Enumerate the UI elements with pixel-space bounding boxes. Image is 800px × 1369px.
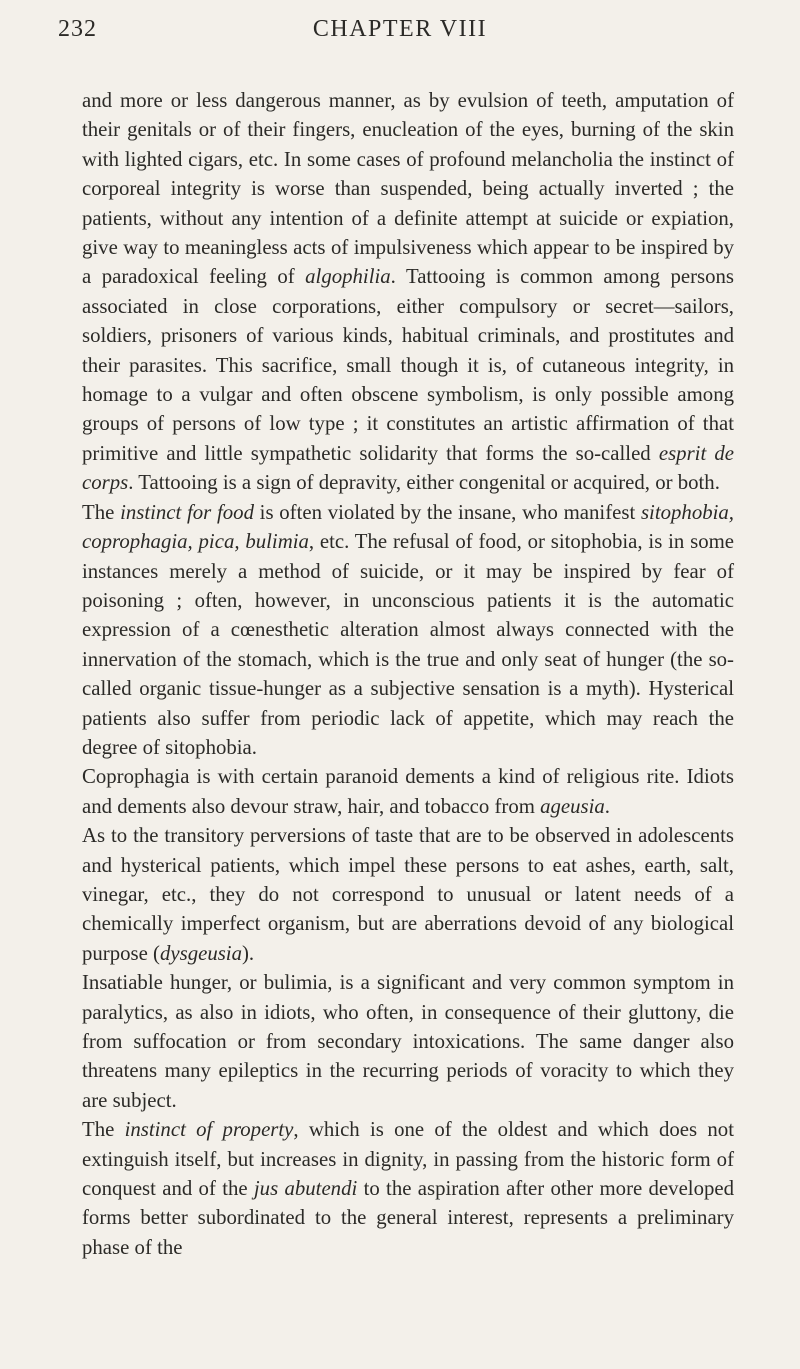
italic-term: jus abutendi — [253, 1177, 358, 1201]
paragraph-coprophagia — [82, 762, 734, 821]
text-run: Coprophagia is with certain paranoid dements a kind of religious rite. Idiots and dements also devour straw, hair, and tobacco from — [82, 765, 734, 818]
paragraph-bulimia — [82, 968, 734, 1115]
text-run: The — [82, 1118, 125, 1142]
text-run: . — [604, 794, 610, 818]
text-run: . Tattooing is common among persons associated in close corporations, either compulsory or secret—sailors, soldiers, prisoners of various kinds, habitual criminals, and prostitutes and their parasites. This sacrifice, small though it is, of cutaneous integrity, in homage to a vulgar and often obscene symbolism, is only possible among groups of persons of low type ; it constitutes an artistic affirmation of that primitive and little sympathetic solidarity that forms the so-called — [82, 265, 734, 465]
italic-term: instinct of property — [124, 1118, 294, 1142]
text-run: The — [82, 500, 121, 524]
text-run: Insatiable hunger, or bulimia, is a significant and very common symptom in paralytics, as also in idiots, who often, in consequence of their gluttony, die from suffocation or from secondary intoxications. The same danger also threatens many epileptics in the recurring periods of voracity to which they are subject. — [82, 971, 734, 1112]
italic-term: algophilia — [305, 265, 391, 289]
italic-term: instinct for food — [120, 500, 254, 524]
text-run: , etc. The refusal of food, or sitophobia, is in some instances merely a method of suicide, or it may be inspired by fear of poisoning ; often, however, in unconscious patients it is the automatic expression of a cœnesthetic alteration almost always connected with the innervation of the stomach, which is the true and only seat of hunger (the so-called organic tissue-hunger as a subjective sensation is a myth). Hysterical patients also suffer from periodic lack of appetite, which may reach the degree of sitophobia. — [82, 530, 734, 759]
paragraph-instinct-for-food — [82, 498, 734, 763]
paragraph-perversions-of-taste — [82, 821, 734, 968]
italic-term: dysgeusia — [159, 941, 242, 965]
text-run: As to the transitory perversions of taste that are to be observed in adolescents and hysterical patients, which impel these persons to eat ashes, earth, salt, vinegar, etc., they do not correspond to unusual or latent needs of a chemically imperfect organism, but are aberrations devoid of any biological purpose ( — [82, 824, 734, 965]
page-number: 232 — [58, 16, 97, 42]
chapter-title: CHAPTER VIII — [312, 16, 488, 42]
italic-term: ageusia — [540, 794, 605, 818]
text-run: ). — [242, 941, 255, 965]
text-run: . Tattooing is a sign of depravity, either congenital or acquired, or both. — [128, 471, 720, 495]
italic-term: esprit de corps — [82, 441, 734, 495]
text-run: , which is one of the oldest and which does not extinguish itself, but increases in dignity, in passing from the historic form of conquest and of the — [82, 1118, 734, 1201]
text-run: to the aspiration after other more developed forms better subordinated to the general interest, represents a preliminary phase of the — [82, 1177, 734, 1259]
body-text — [82, 86, 734, 1262]
paragraph-instinct-of-property — [82, 1115, 734, 1262]
text-run: is often violated by the insane, who manifest — [253, 500, 641, 524]
running-head — [0, 16, 800, 56]
text-run: and more or less dangerous manner, as by evulsion of teeth, amputation of their genitals or of their fingers, enucleation of the eyes, burning of the skin with lighted cigars, etc. In some cases of profound melancholia the instinct of corporeal integrity is worse than suspended, being actually inverted ; the patients, without any intention of a definite attempt at suicide or expiation, give way to meaningless acts of impulsiveness which appear to be inspired by a paradoxical feeling of — [82, 89, 734, 289]
italic-term: sitophobia, coprophagia, pica, bulimia — [82, 500, 734, 554]
paragraph-self-mutilation — [82, 86, 734, 498]
